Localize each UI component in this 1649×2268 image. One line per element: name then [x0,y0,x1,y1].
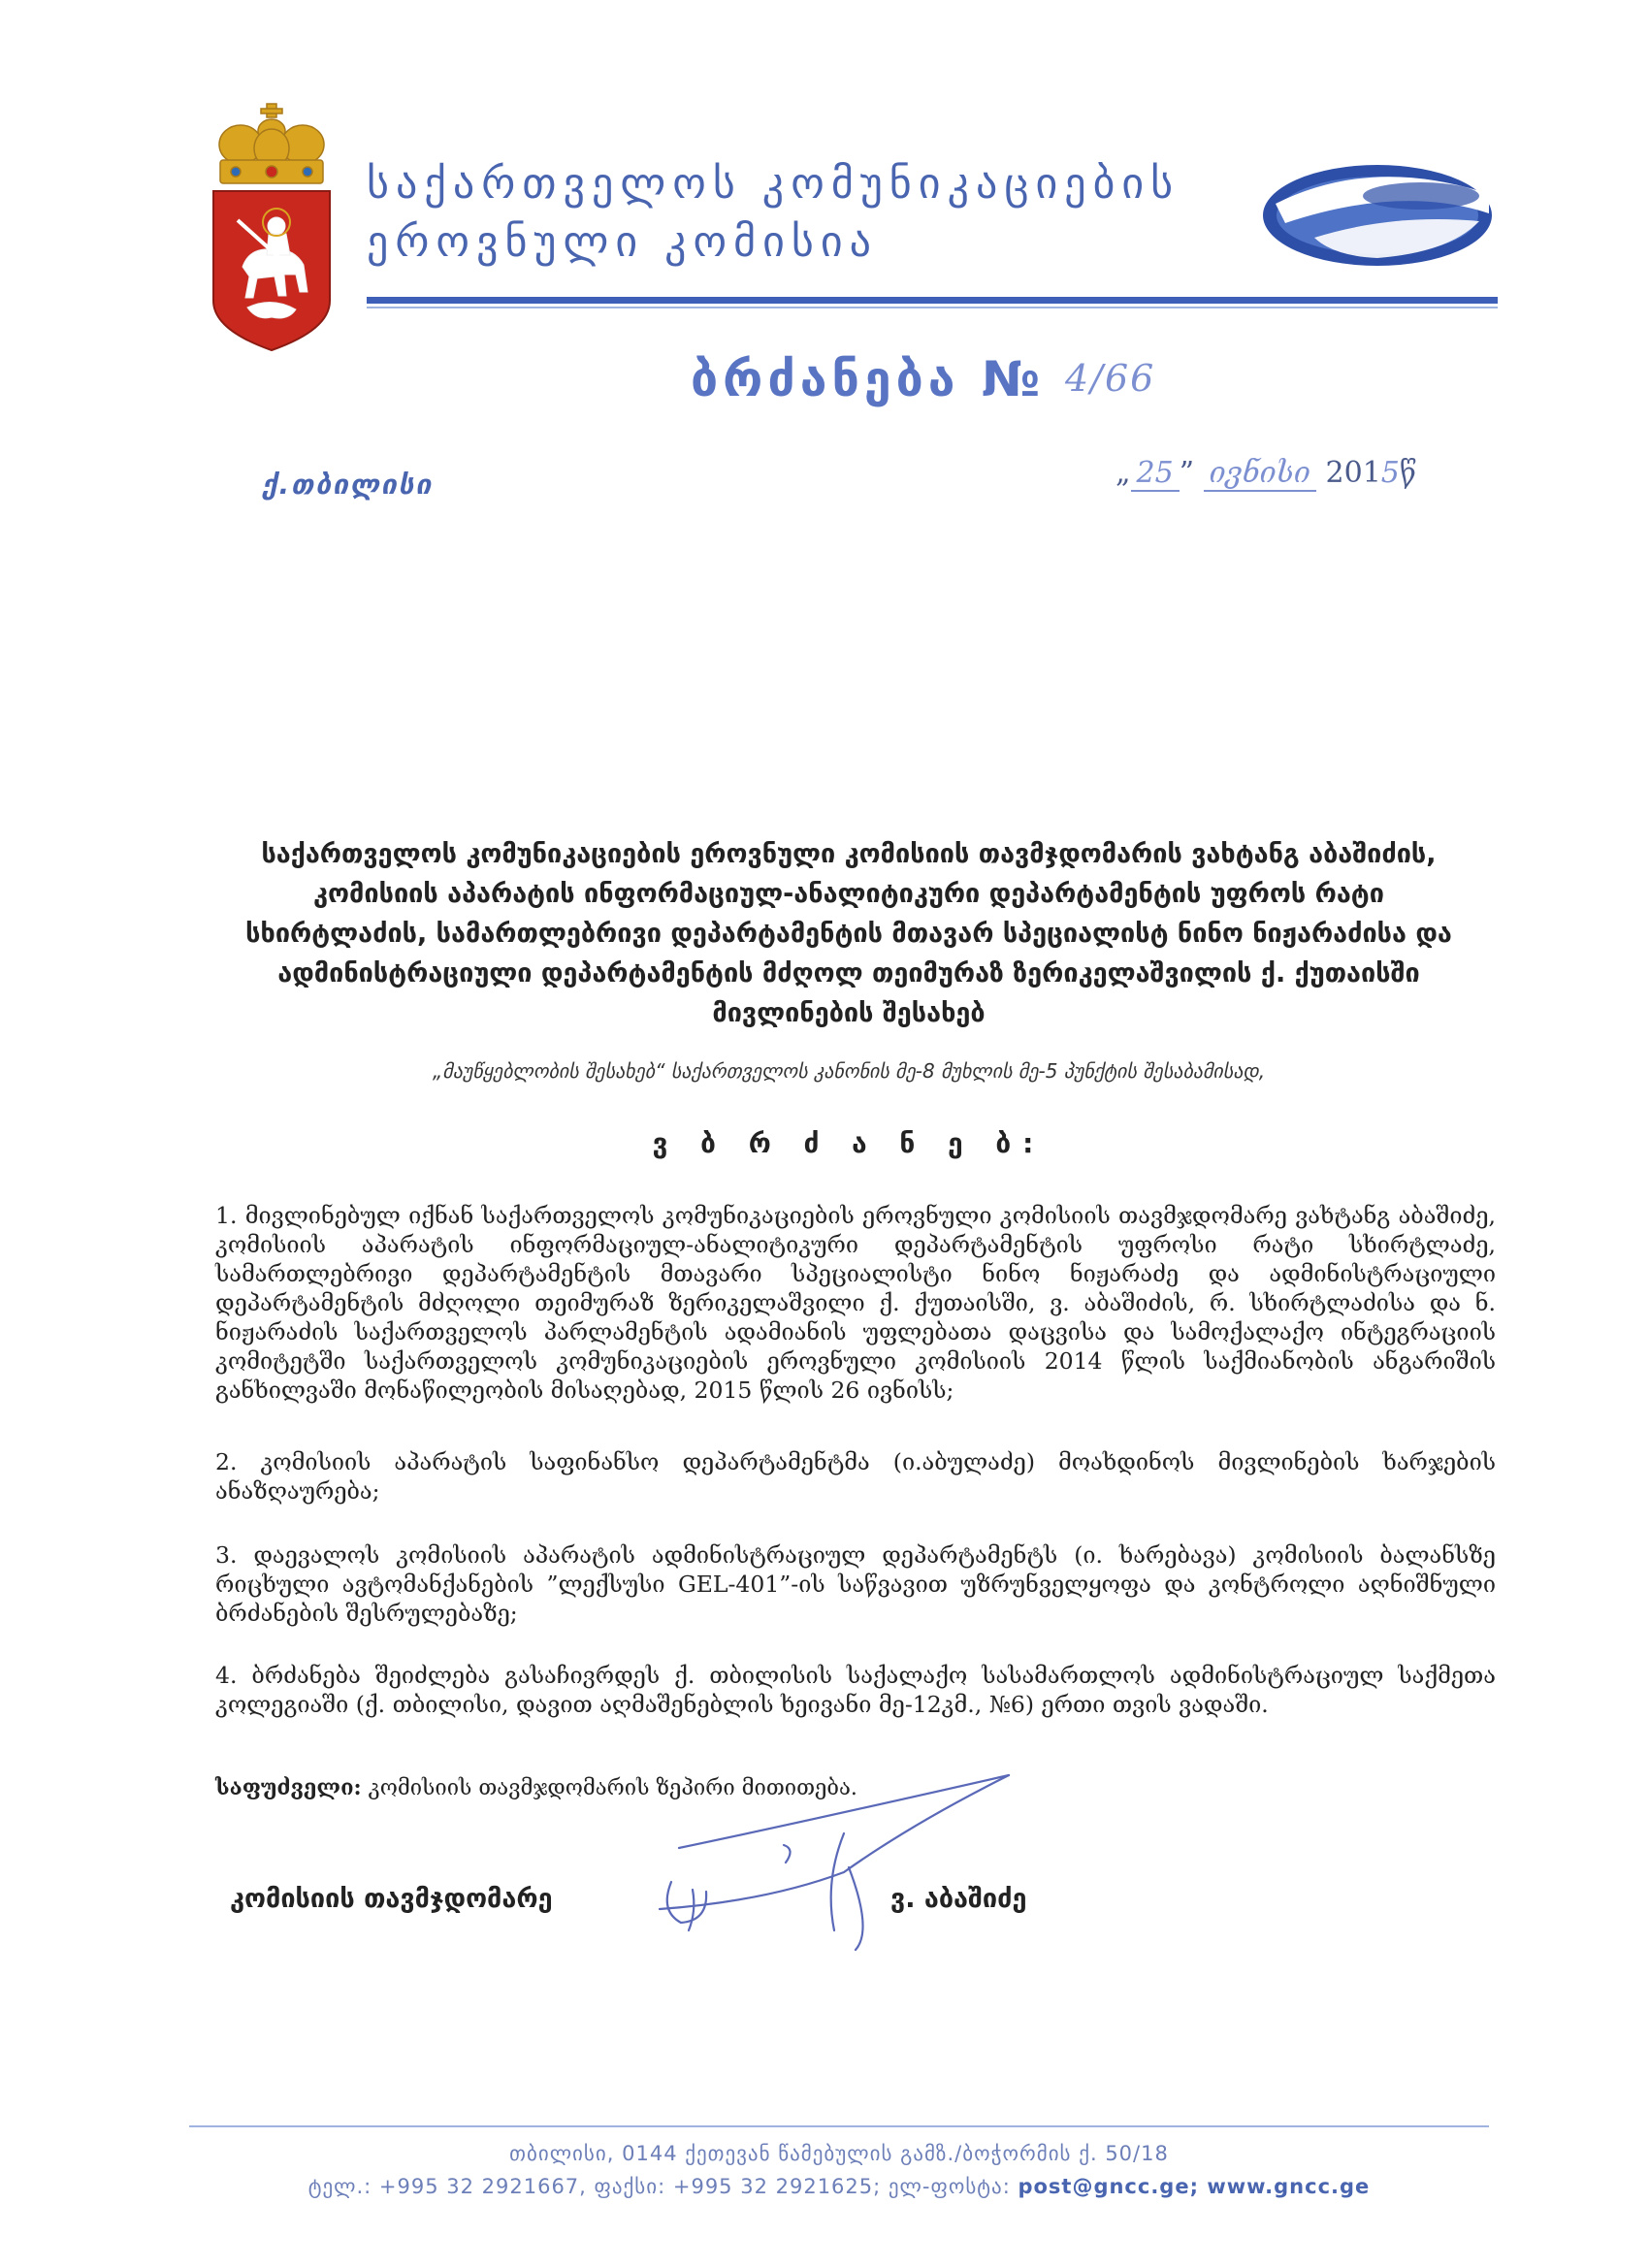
date-close-quote: ” [1179,456,1195,490]
chairman-label: კომისიის თავმჯდომარე [230,1884,553,1914]
footer-address: თბილისი, 0144 ქეთევან წამებულის გამზ./ბოჭორმის ქ. 50/18 [509,2142,1169,2165]
organization-name-line2: ეროვნული კომისია [367,217,878,267]
date-open-quote: „ [1116,456,1131,490]
order-item-1: 1. მივლინებულ იქნან საქართველოს კომუნიკაციების ეროვნული კომისიის თავმჯდომარე ვახტანგ აბაშიძე, კომისიის აპარატის ინფორმაციულ-ანალიტიკური დეპარტამენტის უფროსი რატი სხირტლაძე, სამართლებრივი დეპარტამენტის მთავარი სპეციალისტი ნინო ნიჟარაძე და ადმინისტრაციული დეპარტამენტის მძღოლი თეიმურაზ ზერიკელაშვილი ქ. ქუთაისში, ვ. აბაშიძის, რ. სხირტლაძისა და ნ. ნიჟარაძის საქართველოს პარლამენტის ადამიანის უფლებათა დაცვისა და სამოქალაქო ინტეგრაციის კომიტეტში საქართველოს კომუნიკაციების ეროვნული კომისიის 2014 წლის საქმიანობის ანგარიშის განხილვაში მონაწილეობის მისაღებად, 2015 წლის 26 ივნისს; [215,1202,1496,1404]
order-item-3: 3. დაევალოს კომისიის აპარატის ადმინისტრაციულ დეპარტამენტს (ი. ხარებავა) კომისიის ბალანსზე რიცხული ავტომანქანების ”ლექსუსი GEL-401”-ის საწვავით უზრუნველყოფა და კონტროლი აღნიშნული ბრძანების შესრულებაზე; [215,1541,1496,1627]
footer-rule [189,2125,1489,2127]
orders-heading: ვ ბ რ ძ ა ნ ე ბ: [652,1127,1046,1159]
order-item-4: 4. ბრძანება შეიძლება გასაჩივრდეს ქ. თბილისის საქალაქო სასამართლოს ადმინისტრაციულ საქმეთა კოლეგიაში (ქ. თბილისი, დავით აღმაშენებლის ხეივანი მე-12კმ., №6) ერთი თვის ვადაში. [215,1662,1496,1718]
document-title: საქართველოს კომუნიკაციების ეროვნული კომისიის თავმჯდომარის ვახტანგ აბაშიძის, კომისიის აპარატის ინფორმაციულ-ანალიტიკური დეპარტამენტის უფროს რატი სხირტლაძის, სამართლებრივი დეპარტამენტის მთავარ სპეციალისტ ნინო ნიჟარაძისა და ადმინისტრაციული დეპარტამენტის მძღოლ თეიმურაზ ზერიკელაშვილის ქ. ქუთაისში მივლინების შესახებ [245,839,1452,1028]
header-rule-thick [367,297,1498,304]
date-day: 25 [1131,456,1180,492]
preamble: „მაუწყებლობის შესახებ“ საქართველოს კანონის მე-8 მუხლის მე-5 პუნქტის შესაბამისად, [432,1059,1266,1083]
coat-of-arms-emblem [199,102,344,354]
organization-name [367,155,1220,272]
footer-email-link[interactable]: post@gncc.ge [1018,2175,1190,2198]
header-rule-thin [367,307,1498,308]
signature-image [621,1766,1028,1960]
order-title: ბრძანება № [691,351,1046,407]
footer-contacts [189,2175,1489,2198]
chairman-name: ვ. აბაშიძე [890,1884,1027,1914]
order-number-handwritten: 4/66 [1065,357,1156,400]
basis-label: საფუძველი: [215,1775,362,1800]
date-year-suffix: 5 [1380,456,1400,490]
date-year-letter: წ [1399,456,1417,490]
footer-phone-fax: ტელ.: +995 32 2921667, ფაქსი: +995 32 2921625; ელ-ფოსტა: [307,2175,1018,2198]
order-item-2: 2. კომისიის აპარატის საფინანსო დეპარტამენტმა (ი.აბულაძე) მოახდინოს მივლინების ხარჯების ანაზღაურება; [215,1448,1496,1505]
date-year-prefix: 201 [1325,456,1381,490]
city-label: ქ.თბილისი [262,469,434,501]
footer-separator: ; [1189,2175,1208,2198]
footer-website-link[interactable]: www.gncc.ge [1207,2175,1371,2198]
gncc-logo [1256,146,1499,272]
order-date [1116,456,1416,492]
basis-text: კომისიის თავმჯდომარის ზეპირი მითითება. [361,1776,857,1800]
date-month: ივნისი [1204,456,1316,492]
organization-name-line1: საქართველოს კომუნიკაციების [367,159,1180,209]
